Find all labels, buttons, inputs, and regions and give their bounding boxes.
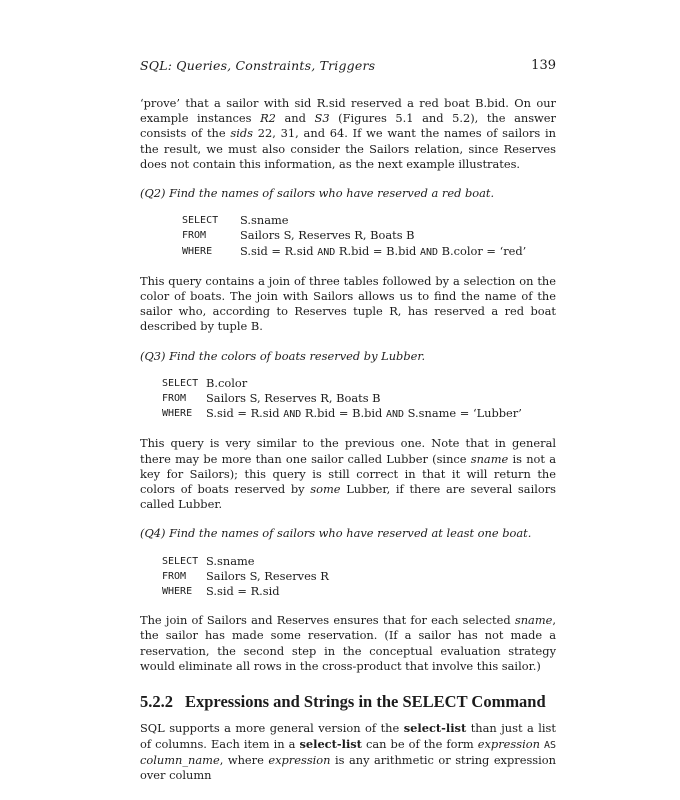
- from-value: Sailors S, Reserves R: [206, 568, 329, 583]
- and-keyword: AND: [283, 409, 302, 421]
- where-keyword: WHERE: [162, 586, 193, 598]
- term-select-list: select-list: [403, 721, 467, 736]
- from-clause: [182, 228, 556, 243]
- paragraph-q4-explanation: [140, 613, 556, 674]
- and-keyword: AND: [317, 246, 336, 258]
- text-run: is any arithmetic or string expression over column: [140, 752, 556, 782]
- condition: B.color = ‘red’: [441, 243, 527, 258]
- select-clause: [182, 213, 556, 228]
- sql-query-q3: [162, 376, 556, 423]
- from-value: Sailors S, Reserves R, Boats B: [240, 228, 415, 243]
- text-run: This query is very similar to the previous one. Note that in general there may be more than one sailor called Lubber (since: [140, 436, 556, 466]
- from-keyword: FROM: [162, 570, 187, 582]
- term-sname: sname: [470, 451, 509, 466]
- select-clause: [162, 376, 556, 391]
- paragraph-q2-explanation: This query contains a join of three tables followed by a selection on the color of boats. The join with Sailors allows us to find the name of the sailor who, according to Reserves tuple R, has reserved a red boat described by tuple B.: [140, 273, 556, 334]
- term-column-name: column_name: [140, 752, 220, 767]
- condition: R.bid = B.bid: [304, 406, 383, 421]
- text-run: is not a key for Sailors); this query is still correct in that it will return the colors of boats reserved by: [140, 451, 556, 497]
- where-value: S.sid = R.sid: [206, 584, 280, 599]
- sql-query-q2: [182, 213, 556, 260]
- from-value: Sailors S, Reserves R, Boats B: [206, 391, 381, 406]
- page-number: 139: [531, 58, 556, 73]
- select-value: B.color: [206, 375, 248, 390]
- section-heading: [140, 692, 556, 712]
- sql-query-q4: [162, 554, 556, 600]
- from-clause: [162, 391, 556, 406]
- page-header: [140, 58, 556, 76]
- where-value: [240, 244, 526, 260]
- text-run: (Figures 5.1 and 5.2), the answer consists of the: [140, 111, 556, 141]
- text-run: than just a list of columns. Each item in a: [140, 721, 556, 751]
- paragraph-q3-explanation: [140, 436, 556, 512]
- where-clause: [162, 584, 556, 599]
- select-value: S.sname: [240, 213, 289, 228]
- term-select-list: select-list: [299, 736, 362, 751]
- and-keyword: AND: [385, 409, 404, 421]
- text-run: 22, 31, and 64. If we want the names of sailors in the result, we must also consider the Sailors relation, since Reserves does not contain this information, as the next example illustrates.: [140, 126, 556, 171]
- question-q4: (Q4) Find the names of sailors who have reserved at least one boat.: [140, 526, 532, 541]
- page-body: [140, 96, 556, 783]
- select-value: S.sname: [206, 553, 255, 568]
- from-keyword: FROM: [162, 393, 187, 405]
- condition: S.sid = R.sid: [240, 243, 314, 258]
- where-clause: [162, 406, 556, 422]
- text-run: Lubber, if there are several sailors called Lubber.: [140, 482, 556, 512]
- where-clause: [182, 244, 556, 260]
- term-expression: expression: [477, 736, 540, 751]
- text-run: The join of Sailors and Reserves ensures that for each selected: [140, 613, 515, 628]
- instance-s3: S3: [314, 111, 330, 126]
- term-some: some: [310, 482, 341, 497]
- running-head: SQL: Queries, Constraints, Triggers: [140, 58, 376, 73]
- text-run: , where: [219, 752, 269, 767]
- section-number: 5.2.2: [140, 692, 173, 712]
- select-keyword: SELECT: [182, 215, 219, 227]
- from-keyword: FROM: [182, 230, 207, 242]
- select-keyword: SELECT: [162, 377, 199, 389]
- section-title: Expressions and Strings in the SELECT Command: [185, 692, 546, 712]
- instance-r2: R2: [260, 111, 276, 126]
- where-value: [206, 406, 522, 422]
- text-run: ‘prove’ that a sailor with sid R.sid reserved a red boat B.bid. On our example instances: [140, 96, 556, 126]
- paragraph-intro: [140, 96, 556, 172]
- condition: S.sname = ‘Lubber’: [407, 406, 522, 421]
- where-keyword: WHERE: [162, 408, 193, 420]
- question-q2: (Q2) Find the names of sailors who have reserved a red boat.: [140, 186, 495, 201]
- select-clause: [162, 554, 556, 569]
- paragraph-expressions: [140, 721, 556, 783]
- text-run: SQL supports a more general version of the: [140, 721, 404, 736]
- text-run: and: [275, 111, 315, 126]
- condition: R.bid = B.bid: [338, 243, 417, 258]
- as-keyword: AS: [543, 739, 557, 751]
- term-sname: sname: [514, 613, 553, 628]
- condition: S.sid = R.sid: [206, 406, 280, 421]
- where-keyword: WHERE: [182, 245, 213, 257]
- from-clause: [162, 569, 556, 584]
- select-keyword: SELECT: [162, 555, 199, 567]
- and-keyword: AND: [419, 246, 438, 258]
- term-expression: expression: [268, 752, 331, 767]
- text-run: , the sailor has made some reservation. (If a sailor has not made a reservation, the second step in the conceptual evaluation strategy would eliminate all rows in the cross-product that involve this sailor.): [140, 613, 556, 673]
- term-sids: sids: [230, 126, 254, 141]
- question-q3: (Q3) Find the colors of boats reserved by Lubber.: [140, 348, 426, 363]
- text-run: can be of the form: [361, 736, 478, 751]
